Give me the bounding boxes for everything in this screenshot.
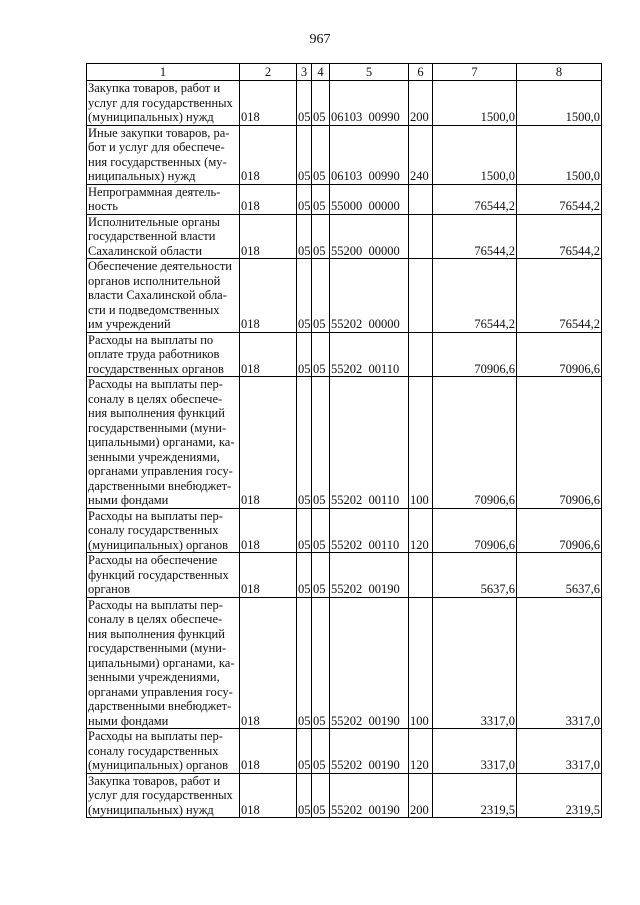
row-name-cell: Обеспечение деятельности органов исполнительной власти Сахалинской обла- сти и подведомственных им учреждений [87, 259, 240, 333]
table-body [87, 81, 602, 818]
subsection-cell: 05 [312, 214, 330, 259]
section-cell: 05 [297, 377, 312, 509]
section-cell: 05 [297, 214, 312, 259]
expense-type-cell: 100 [409, 377, 433, 509]
table-row [87, 773, 602, 818]
table-row [87, 553, 602, 598]
row-name-cell: Исполнительные органы государственной власти Сахалинской области [87, 214, 240, 259]
ved-code-cell: 018 [240, 553, 297, 598]
row-name-cell: Закупка товаров, работ и услуг для государственных (муниципальных) нужд [87, 81, 240, 126]
expense-type-cell: 100 [409, 597, 433, 729]
ved-code-cell: 018 [240, 214, 297, 259]
ved-code-cell: 018 [240, 184, 297, 214]
amount-2-cell: 1500,0 [517, 81, 602, 126]
amount-1-cell: 76544,2 [433, 184, 517, 214]
amount-1-cell: 70906,6 [433, 332, 517, 377]
header-cell: 3 [297, 64, 312, 81]
table-row [87, 508, 602, 553]
ved-code-cell: 018 [240, 259, 297, 333]
section-cell: 05 [297, 81, 312, 126]
target-article-cell: 55202 00110 [330, 377, 409, 509]
table-row [87, 184, 602, 214]
ved-code-cell: 018 [240, 81, 297, 126]
expense-type-cell [409, 553, 433, 598]
table-row [87, 729, 602, 774]
section-cell: 05 [297, 259, 312, 333]
section-cell: 05 [297, 508, 312, 553]
row-name-cell: Расходы на выплаты пер- соналу государственных (муниципальных) органов [87, 729, 240, 774]
table-row [87, 259, 602, 333]
target-article-cell: 55202 00190 [330, 597, 409, 729]
row-name-cell: Иные закупки товаров, ра- бот и услуг для обеспече- ния государственных (му- ниципальных) нужд [87, 125, 240, 184]
row-name-cell: Закупка товаров, работ и услуг для государственных (муниципальных) нужд [87, 773, 240, 818]
budget-table [86, 63, 602, 818]
target-article-cell: 06103 00990 [330, 81, 409, 126]
expense-type-cell [409, 184, 433, 214]
amount-1-cell: 3317,0 [433, 729, 517, 774]
ved-code-cell: 018 [240, 332, 297, 377]
table-row [87, 597, 602, 729]
row-name-cell: Расходы на выплаты по оплате труда работников государственных органов [87, 332, 240, 377]
amount-2-cell: 3317,0 [517, 597, 602, 729]
row-name-cell: Расходы на выплаты пер- соналу государственных (муниципальных) органов [87, 508, 240, 553]
subsection-cell: 05 [312, 597, 330, 729]
target-article-cell: 55200 00000 [330, 214, 409, 259]
section-cell: 05 [297, 332, 312, 377]
row-name-cell: Расходы на обеспечение функций государственных органов [87, 553, 240, 598]
target-article-cell: 55000 00000 [330, 184, 409, 214]
row-name-cell: Расходы на выплаты пер- соналу в целях обеспече- ния выполнения функций государственными (муни- ципальными) органами, ка- зенными учреждениями, органами управления госу- дарственными внебюджет- ными фондами [87, 597, 240, 729]
amount-2-cell: 3317,0 [517, 729, 602, 774]
ved-code-cell: 018 [240, 729, 297, 774]
amount-1-cell: 5637,6 [433, 553, 517, 598]
table-row [87, 332, 602, 377]
amount-1-cell: 2319,5 [433, 773, 517, 818]
amount-1-cell: 1500,0 [433, 125, 517, 184]
section-cell: 05 [297, 125, 312, 184]
amount-2-cell: 70906,6 [517, 508, 602, 553]
amount-2-cell: 76544,2 [517, 214, 602, 259]
expense-type-cell: 200 [409, 773, 433, 818]
header-cell: 1 [87, 64, 240, 81]
ved-code-cell: 018 [240, 125, 297, 184]
page-number: 967 [309, 32, 331, 47]
subsection-cell: 05 [312, 125, 330, 184]
amount-1-cell: 76544,2 [433, 259, 517, 333]
table-row [87, 125, 602, 184]
header-cell: 2 [240, 64, 297, 81]
expense-type-cell [409, 214, 433, 259]
amount-1-cell: 70906,6 [433, 508, 517, 553]
expense-type-cell: 120 [409, 729, 433, 774]
table-row [87, 377, 602, 509]
amount-1-cell: 1500,0 [433, 81, 517, 126]
target-article-cell: 55202 00190 [330, 553, 409, 598]
expense-type-cell [409, 259, 433, 333]
target-article-cell: 55202 00000 [330, 259, 409, 333]
subsection-cell: 05 [312, 81, 330, 126]
subsection-cell: 05 [312, 773, 330, 818]
ved-code-cell: 018 [240, 508, 297, 553]
ved-code-cell: 018 [240, 773, 297, 818]
table-row [87, 214, 602, 259]
ved-code-cell: 018 [240, 377, 297, 509]
target-article-cell: 55202 00110 [330, 508, 409, 553]
section-cell: 05 [297, 729, 312, 774]
target-article-cell: 55202 00110 [330, 332, 409, 377]
subsection-cell: 05 [312, 332, 330, 377]
section-cell: 05 [297, 553, 312, 598]
header-cell: 4 [312, 64, 330, 81]
subsection-cell: 05 [312, 377, 330, 509]
amount-2-cell: 76544,2 [517, 259, 602, 333]
ved-code-cell: 018 [240, 597, 297, 729]
subsection-cell: 05 [312, 729, 330, 774]
header-cell: 5 [330, 64, 409, 81]
header-row [87, 64, 602, 81]
subsection-cell: 05 [312, 553, 330, 598]
amount-1-cell: 70906,6 [433, 377, 517, 509]
subsection-cell: 05 [312, 259, 330, 333]
header-cell: 7 [433, 64, 517, 81]
amount-1-cell: 76544,2 [433, 214, 517, 259]
section-cell: 05 [297, 597, 312, 729]
section-cell: 05 [297, 773, 312, 818]
amount-2-cell: 1500,0 [517, 125, 602, 184]
target-article-cell: 55202 00190 [330, 729, 409, 774]
target-article-cell: 06103 00990 [330, 125, 409, 184]
amount-1-cell: 3317,0 [433, 597, 517, 729]
amount-2-cell: 70906,6 [517, 377, 602, 509]
target-article-cell: 55202 00190 [330, 773, 409, 818]
row-name-cell: Непрограммная деятель- ность [87, 184, 240, 214]
subsection-cell: 05 [312, 184, 330, 214]
expense-type-cell: 200 [409, 81, 433, 126]
expense-type-cell: 120 [409, 508, 433, 553]
amount-2-cell: 2319,5 [517, 773, 602, 818]
amount-2-cell: 5637,6 [517, 553, 602, 598]
expense-type-cell: 240 [409, 125, 433, 184]
expense-type-cell [409, 332, 433, 377]
amount-2-cell: 70906,6 [517, 332, 602, 377]
row-name-cell: Расходы на выплаты пер- соналу в целях обеспече- ния выполнения функций государственными (муни- ципальными) органами, ка- зенными учреждениями, органами управления госу- дарственными внебюджет- ными фондами [87, 377, 240, 509]
section-cell: 05 [297, 184, 312, 214]
amount-2-cell: 76544,2 [517, 184, 602, 214]
header-cell: 8 [517, 64, 602, 81]
table-row [87, 81, 602, 126]
header-cell: 6 [409, 64, 433, 81]
subsection-cell: 05 [312, 508, 330, 553]
